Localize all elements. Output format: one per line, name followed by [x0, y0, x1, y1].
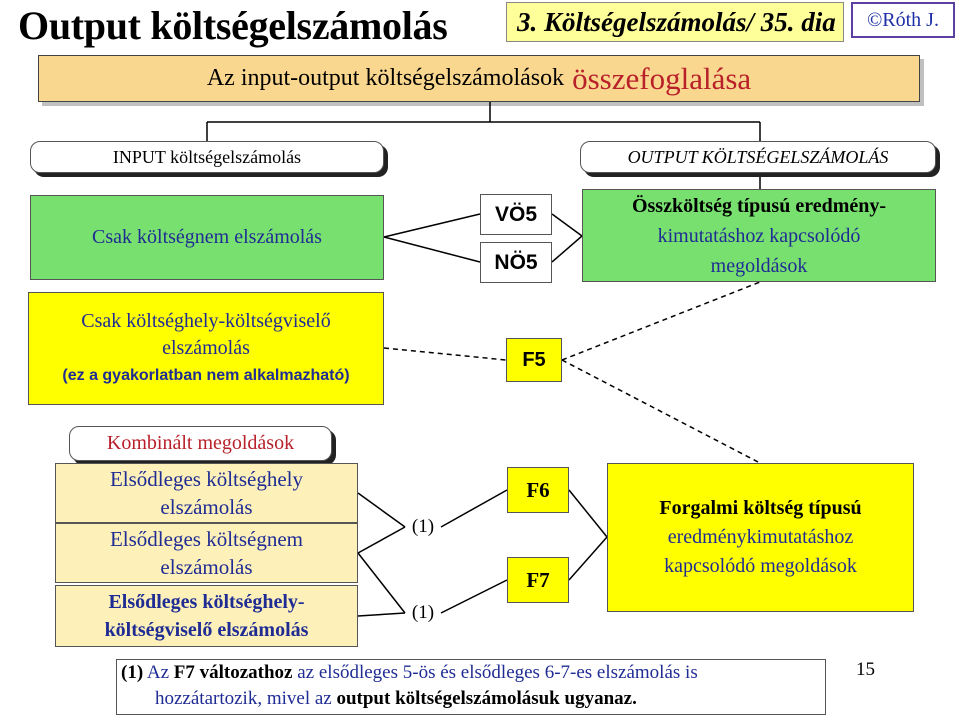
primary-item-line1: Elsődleges költséghely — [109, 467, 304, 491]
f7-box: F7 — [507, 557, 569, 603]
footnote-line1 — [121, 660, 825, 686]
footnote — [116, 659, 826, 715]
total-cost-line1: Összköltség típusú eredmény- — [631, 194, 887, 217]
primary-item-line1: Elsődleges költségnem — [109, 527, 304, 551]
footnote-text1: Az — [143, 662, 174, 683]
primary-item-line2: elszámolás — [160, 495, 253, 519]
sales-cost-line1: Forgalmi költség típusú — [659, 497, 862, 519]
marker-1-lower: (1) — [411, 602, 435, 623]
footnote-bold2: output költségelszámolásuk ugyanaz. — [336, 688, 637, 709]
input-header: INPUT költségelszámolás — [30, 141, 384, 173]
footnote-line2 — [121, 686, 825, 712]
output-header: OUTPUT KÖLTSÉGELSZÁMOLÁS — [580, 141, 936, 173]
banner-highlight: összefoglalása — [572, 60, 752, 96]
footnote-text2: az elsődleges 5-ös és elsődleges 6-7-es elszámolás is — [292, 662, 698, 683]
cost-place-line1: Csak költséghely-költségviselő — [81, 310, 331, 332]
primary-item-line2: költségviselő elszámolás — [104, 619, 309, 641]
primary-item-line2: elszámolás — [160, 555, 253, 579]
slide-reference: 3. Költségelszámolás/ 35. dia — [506, 2, 844, 42]
primary-cost-bearer-box — [55, 585, 358, 647]
primary-cost-place-box — [55, 463, 358, 523]
page-title: Output költségelszámolás — [18, 3, 448, 48]
primary-item-line1: Elsődleges költséghely- — [108, 591, 305, 613]
f6-box: F6 — [507, 467, 569, 513]
sales-cost-line2: eredménykimutatáshoz — [667, 526, 854, 548]
no5-box: NÖ5 — [480, 242, 552, 283]
sales-cost-line3: kapcsolódó megoldások — [664, 555, 857, 577]
combined-header: Kombinált megoldások — [69, 426, 332, 461]
vo5-box: VÖ5 — [480, 194, 552, 235]
author-badge: ©Róth J. — [851, 2, 955, 38]
footnote-marker: (1) — [121, 662, 144, 683]
total-cost-box — [582, 189, 936, 282]
cost-place-box — [28, 292, 384, 405]
cost-type-box: Csak költségnem elszámolás — [30, 195, 384, 280]
primary-cost-type-box — [55, 523, 358, 583]
page-number: 15 — [856, 659, 875, 680]
footnote-bold1: F7 változathoz — [173, 662, 293, 683]
f5-box: F5 — [506, 338, 562, 382]
banner-text: Az input-output költségelszámolások — [206, 65, 565, 91]
total-cost-line3: megoldások — [710, 254, 808, 277]
sales-cost-box — [607, 463, 914, 612]
footnote-text3: hozzátartozik, mivel az — [155, 688, 337, 709]
cost-place-note: (ez a gyakorlatban nem alkalmazható) — [62, 367, 350, 384]
marker-1-upper: (1) — [411, 516, 435, 537]
total-cost-line2: kimutatáshoz kapcsolódó — [657, 224, 861, 247]
cost-place-line2: elszámolás — [162, 337, 250, 359]
